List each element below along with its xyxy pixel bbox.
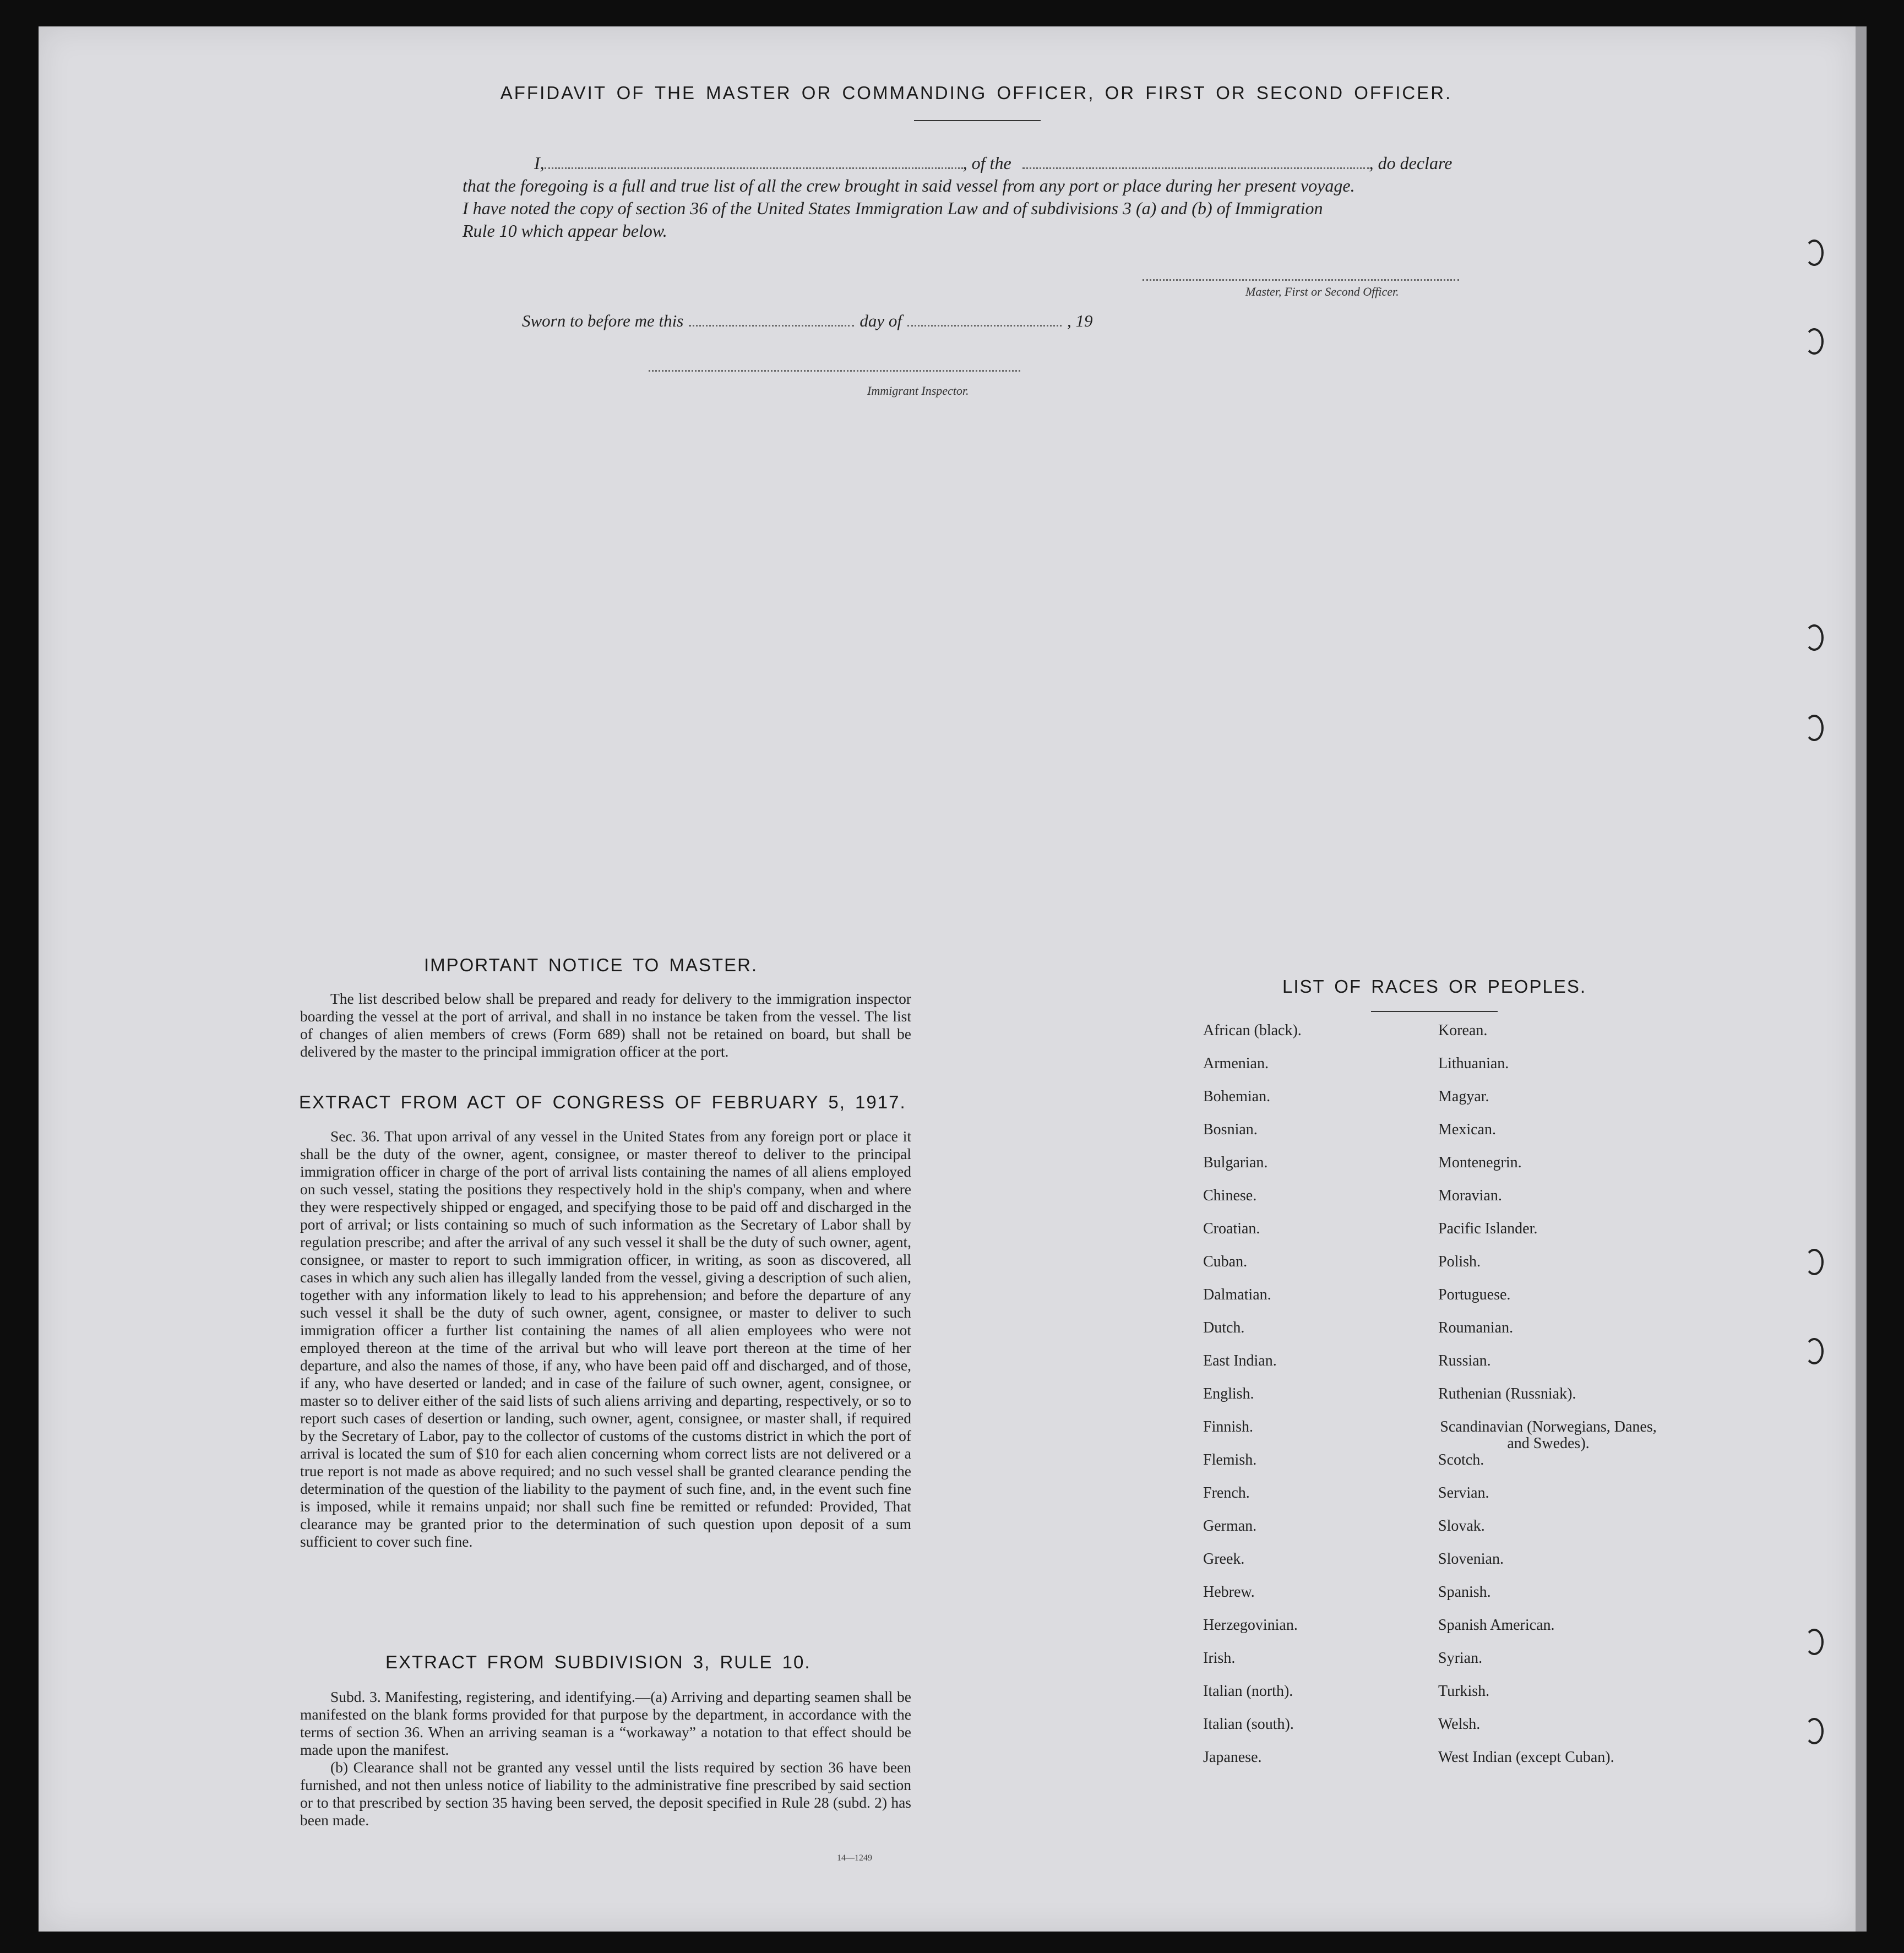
page-edge [1856,26,1867,1932]
notice-text: The list described below shall be prepared and ready for delivery to the immigration inspector boarding the vessel at the port of arrival, and shall in no instance be taken from the vessel. The list of changes of alien members of crews (Form 689) shall not be retained on board, but shall be delivered by the master to the principal immigration officer at the port. [300,990,911,1060]
act-body [300,1128,911,1551]
affidavit-title: AFFIDAVIT OF THE MASTER OR COMMANDING OFFICER, OR FIRST OR SECOND OFFICER. [500,83,1453,103]
affidavit-declare: , do declare [1369,153,1453,173]
races-column-1 [1203,1022,1302,1782]
sworn-year: , 19 [1067,311,1093,330]
rule-text-a: Subd. 3. Manifesting, registering, and identifying.—(a) Arriving and departing seamen shall be manifested on the blank forms provided for that purpose by the department, in accordance with the terms of section 36. When an arriving seaman is a “workaway” a notation to that effect should be made upon the manifest. [300,1688,911,1758]
sworn-day-of: day of [859,311,902,330]
race-item: Moravian. [1438,1187,1502,1204]
race-item: Herzegovinian. [1203,1617,1298,1634]
race-item: Montenegrin. [1438,1154,1522,1171]
race-item: Bosnian. [1203,1121,1258,1138]
race-item: Turkish. [1438,1683,1490,1700]
vessel-blank[interactable] [1022,154,1369,169]
race-item: Servian. [1438,1484,1489,1502]
race-item: Spanish. [1438,1584,1491,1601]
inspector-blank[interactable] [649,357,1020,372]
race-item: French. [1203,1484,1250,1502]
race-item: Bohemian. [1203,1088,1271,1105]
binder-hole-icon [1805,240,1824,266]
race-item: Polish. [1438,1253,1481,1270]
race-item [1438,1419,1664,1452]
race-item: Ruthenian (Russniak). [1438,1385,1576,1402]
races-rule [1371,1011,1498,1012]
affidavit-i: I, [534,153,545,173]
binder-hole-icon [1805,624,1824,651]
race-item: Spanish American. [1438,1617,1555,1634]
title-rule [914,120,1041,121]
race-item: Portuguese. [1438,1286,1511,1303]
race-item: Welsh. [1438,1716,1481,1733]
race-item: Dalmatian. [1203,1286,1271,1303]
rule-text-b: (b) Clearance shall not be granted any vessel until the lists required by section 36 have been furnished, and not then unless notice of liability to the administrative fine prescribed by said section or to that prescribed by section 35 having been served, the deposit specified in Rule 28 (subd. 2) has been made. [300,1759,911,1829]
race-item: Scotch. [1438,1451,1484,1468]
signature-label: Master, First or Second Officer. [1245,285,1399,298]
race-item: Hebrew. [1203,1584,1255,1601]
binder-hole-icon [1805,1629,1824,1655]
sworn-month-blank[interactable] [907,312,1062,327]
notice-title: IMPORTANT NOTICE TO MASTER. [424,955,758,975]
race-item: Pacific Islander. [1438,1220,1538,1237]
act-title: EXTRACT FROM ACT OF CONGRESS OF FEBRUARY 5, 1917. [299,1092,906,1112]
race-item: West Indian (except Cuban). [1438,1749,1614,1766]
race-item: Armenian. [1203,1055,1269,1072]
race-item: Irish. [1203,1650,1236,1667]
affidavit-line-4: Rule 10 which appear below. [463,221,667,241]
affidavit-line-3: I have noted the copy of section 36 of the United States Immigration Law and of subdivisions 3 (a) and (b) of Immigration [463,198,1323,218]
race-item: Italian (south). [1203,1716,1294,1733]
race-item: Slovenian. [1438,1551,1504,1568]
race-item: Greek. [1203,1551,1245,1568]
sworn-day-blank[interactable] [689,312,854,327]
race-item: German. [1203,1517,1257,1535]
inspector-label: Immigrant Inspector. [867,384,969,398]
sworn-prefix: Sworn to before me this [522,311,684,330]
race-item: Dutch. [1203,1319,1245,1336]
binder-hole-icon [1805,1338,1824,1364]
race-item: Syrian. [1438,1650,1483,1667]
race-item: Russian. [1438,1352,1491,1369]
race-item: African (black). [1203,1022,1302,1039]
race-item: Mexican. [1438,1121,1496,1138]
race-item: Croatian. [1203,1220,1260,1237]
races-column-2 [1438,1022,1664,1782]
race-item: Bulgarian. [1203,1154,1268,1171]
races-title: LIST OF RACES OR PEOPLES. [1282,976,1587,997]
rule-title: EXTRACT FROM SUBDIVISION 3, RULE 10. [385,1652,811,1672]
race-item: Japanese. [1203,1749,1262,1766]
name-blank[interactable] [545,154,963,169]
race-item: Slovak. [1438,1517,1485,1535]
race-item-text: Scandinavian (Norwegians, Danes, and Swedes). [1440,1418,1657,1452]
race-item: Chinese. [1203,1187,1257,1204]
binder-hole-icon [1805,1249,1824,1275]
race-item: Finnish. [1203,1418,1254,1435]
race-item: Lithuanian. [1438,1055,1509,1072]
race-item: Korean. [1438,1022,1488,1039]
race-item: Flemish. [1203,1451,1257,1468]
race-item: Cuban. [1203,1253,1248,1270]
race-item: Roumanian. [1438,1319,1514,1336]
signature-blank[interactable] [1143,266,1459,281]
affidavit-of-the: , of the [962,153,1011,173]
affidavit-line-2: that the foregoing is a full and true list of all the crew brought in said vessel from any port or place during her present voyage. [463,176,1355,195]
race-item: Italian (north). [1203,1683,1293,1700]
binder-hole-icon [1805,715,1824,741]
sworn-line [522,311,1092,331]
act-text: Sec. 36. That upon arrival of any vessel in the United States from any foreign port or place it shall be the duty of the owner, agent, consignee, or master thereof to deliver to the principal immigration officer in charge of the port of arrival lists containing the names of all aliens employed on such vessel, stating the positions they respectively hold in the ship's company, when and where they were respectively shipped or engaged, and specifying those to be paid off and discharged in the port of arrival; or lists containing so much of such information as the Secretary of Labor shall by regulation prescribe; and after the arrival of any such vessel it shall be the duty of such owner, agent, consignee, or master to report to such immigration officer, in writing, as soon as discovered, all cases in which any such alien has illegally landed from the vessel, giving a description of such alien, together with any information likely to lead to his apprehension; and before the departure of any such vessel it shall be the duty of such owner, agent, consignee, or master to deliver to such immigration officer a further list containing the names of all alien employees who were not employed thereon at the time of the arrival but who will leave port thereon at the time of her departure, and also the names of those, if any, who have been paid off and discharged, and of those, if any, who have deserted or landed; and in case of the failure of such owner, agent, consignee, or master so to deliver either of the said lists of such aliens arriving and departing, respectively, or so to report such cases of desertion or landing, such owner, agent, consignee, or master shall, if required by the Secretary of Labor, pay to the collector of customs of the customs district in which the port of arrival is located the sum of $10 for each alien concerning whom correct lists are not delivered or a true report is not made as above required; and no such vessel shall be granted clearance pending the determination of the question of the liability to the payment of such fine, and, in the event such fine is imposed, while it remains unpaid; nor shall such fine be remitted or refunded: Provided, That clearance may be granted prior to the determination of such question upon deposit of a sum sufficient to cover such fine. [300,1128,911,1550]
race-item: East Indian. [1203,1352,1277,1369]
notice-body [300,990,911,1060]
form-number: 14—1249 [837,1853,872,1863]
rule-body [300,1688,911,1829]
binder-hole-icon [1805,1718,1824,1744]
race-item: Magyar. [1438,1088,1489,1105]
binder-hole-icon [1805,328,1824,355]
affidavit-paragraph [463,152,1481,242]
race-item: English. [1203,1385,1254,1402]
